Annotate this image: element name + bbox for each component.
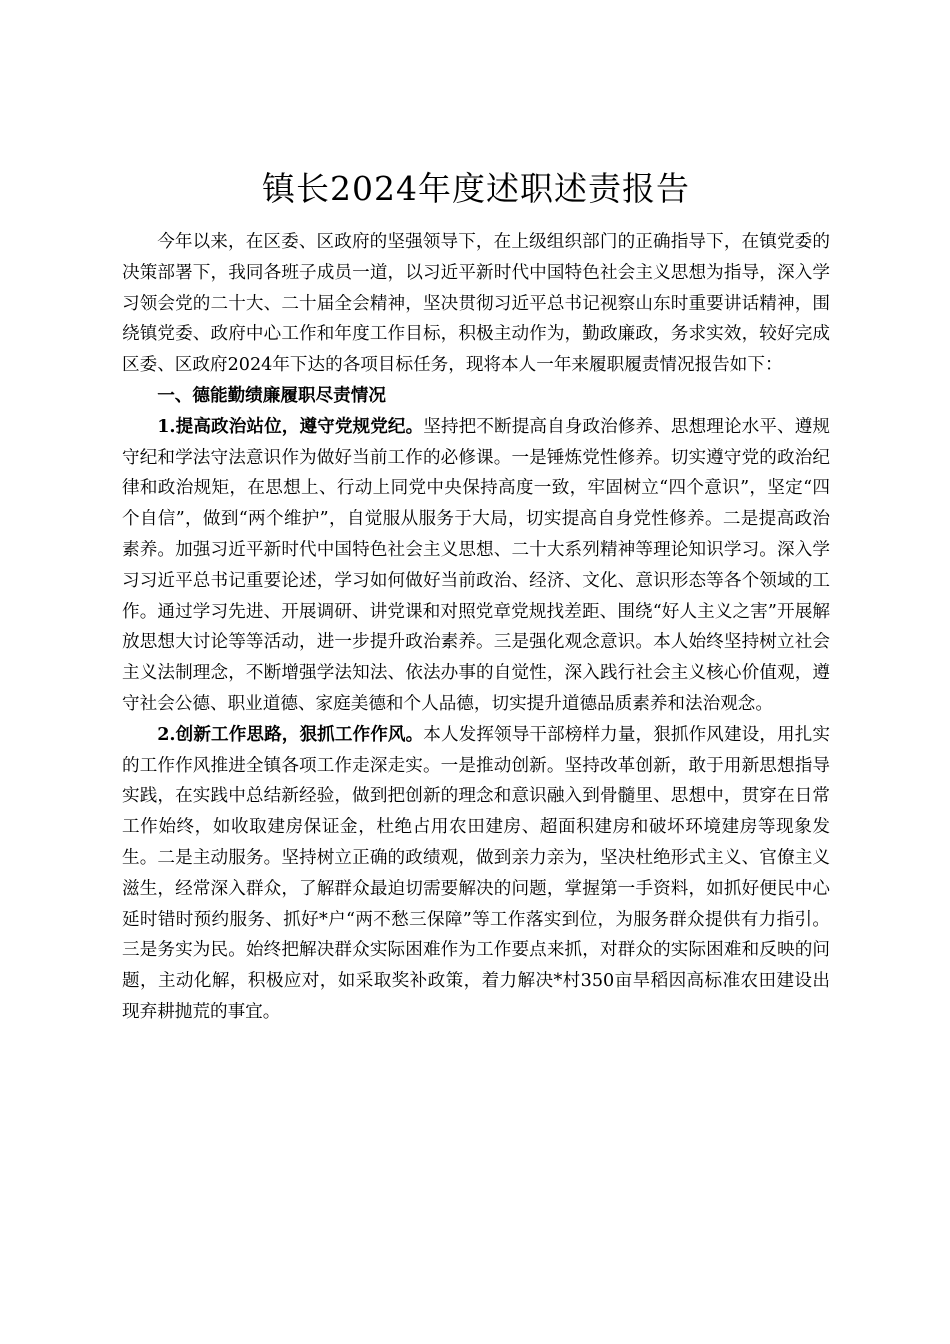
item-lead-1: 1.提高政治站位，遵守党规党纪。 [157,415,424,437]
document-body [122,163,830,1028]
document-title: 镇长2024年度述职述责报告 [262,169,690,208]
item-lead-2: 2.创新工作思路，狠抓工作作风。 [157,723,424,745]
section-heading-1: 一、德能勤绩廉履职尽责情况 [157,384,386,406]
item-paragraph-2 [122,720,830,1028]
intro-paragraph: 今年以来，在区委、区政府的坚强领导下，在上级组织部门的正确指导下，在镇党委的决策部署下，我同各班子成员一道，以习近平新时代中国特色社会主义思想为指导，深入学习领会党的二十大、二十届全会精神，坚决贯彻习近平总书记视察山东时重要讲话精神，围绕镇党委、政府中心工作和年度工作目标，积极主动作为，勤政廉政，务求实效，较好完成区委、区政府2024年下达的各项目标任务，现将本人一年来履职履责情况报告如下： [122,232,830,376]
item-paragraph-1 [122,412,830,720]
item-text-1: 坚持把不断提高自身政治修养、思想理论水平、遵规守纪和学法守法意识作为做好当前工作的必修课。一是锤炼党性修养。切实遵守党的政治纪律和政治规矩，在思想上、行动上同党中央保持高度一致，牢固树立“四个意识”，坚定“四个自信”，做到“两个维护”，自觉服从服务于大局，切实提高自身党性修养。二是提高政治素养。加强习近平新时代中国特色社会主义思想、二十大系列精神等理论知识学习。深入学习习近平总书记重要论述，学习如何做好当前政治、经济、文化、意识形态等各个领域的工作。通过学习先进、开展调研、讲党课和对照党章党规找差距、围绕“好人主义之害”开展解放思想大讨论等等活动，进一步提升政治素养。三是强化观念意识。本人始终坚持树立社会主义法制理念，不断增强学法知法、依法办事的自觉性，深入践行社会主义核心价值观，遵守社会公德、职业道德、家庭美德和个人品德，切实提升道德品质素养和法治观念。 [122,416,830,714]
item-text-2: 本人发挥领导干部榜样力量，狠抓作风建设，用扎实的工作作风推进全镇各项工作走深走实。一是推动创新。坚持改革创新，敢于用新思想指导实践，在实践中总结新经验，做到把创新的理念和意识融入到骨髓里、思想中，贯穿在日常工作始终，如收取建房保证金，杜绝占用农田建房、超面积建房和破坏环境建房等现象发生。二是主动服务。坚持树立正确的政绩观，做到亲力亲为，坚决杜绝形式主义、官僚主义滋生，经常深入群众，了解群众最迫切需要解决的问题，掌握第一手资料，如抓好便民中心延时错时预约服务、抓好*户“两不愁三保障”等工作落实到位，为服务群众提供有力指引。三是务实为民。始终把解决群众实际困难作为工作要点来抓，对群众的实际困难和反映的问题，主动化解，积极应对，如采取奖补政策，着力解决*村350亩旱稻因高标准农田建设出现弃耕抛荒的事宜。 [122,724,830,1022]
